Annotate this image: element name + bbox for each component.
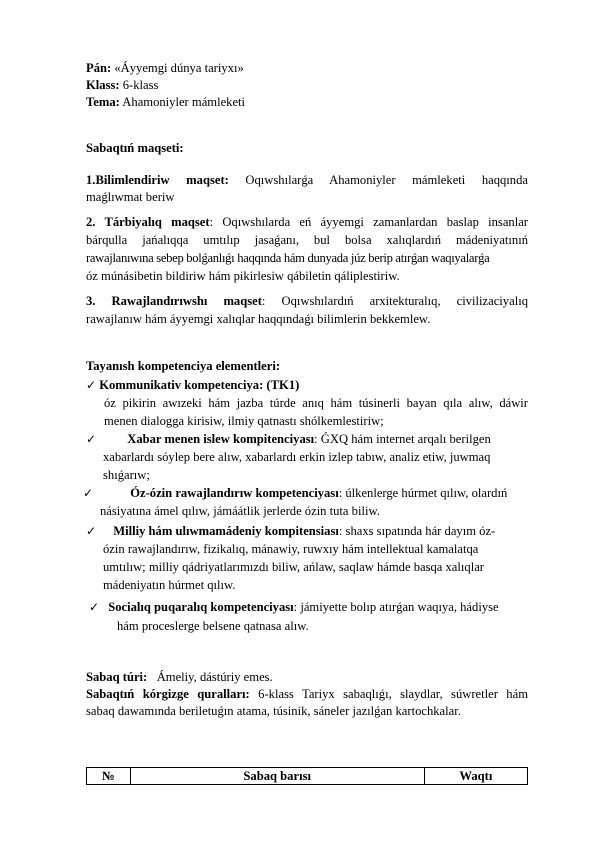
checkmark-icon: ✓ [86,378,97,392]
goal-2-line-4: óz múnásibetin bildiriw hám pikirlesiw qábiletin qáliplestiriw. [86,269,400,283]
competency-1-line-2: menen dialogga kirisiw, ilmiy qatnastı shólkemlestiriw; [104,414,384,428]
class-line [86,77,158,94]
lesson-type-value: Ámeliy, dástúriy emes. [156,670,273,684]
competency-4-line-3: umtılıw; milliy qádriyatlarımızdı biliw, ańlaw, saqlaw hámde basqa xalıqlar [103,560,484,574]
goal-2-text: : Oqıwshılarda eń áyyemgi zamanlardan baslap insanlar [209,215,528,229]
competency-4-header [86,523,495,540]
competency-3-text: : úlkenlerge húrmet qılıw, olardıń [338,486,508,500]
column-header-stage: Sabaq barısı [130,768,424,785]
subject-line [86,60,244,77]
goal-3-label: 3. Rawajlandırıwshı maqset [86,294,262,308]
class-value: 6-klass [122,78,159,92]
competency-2-line-3: shıǵarıw; [103,468,150,482]
competency-1-label: Kommunikativ kompetenciya: (TK1) [99,378,300,392]
competency-2-label: Xabar menen islew kompitenciyası [127,432,315,446]
column-header-number: № [87,768,131,785]
goal-1-line-2: maǵlıwmat beriw [86,190,175,204]
competency-2-line-2: xabarlardı sóylep bere alıw, xabarlardı erkin izlep tabıw, analiz etiw, juwmaq [103,450,491,464]
class-label: Klass: [86,78,120,92]
goal-1-text: Oqıwshılarǵa Ahamoniyler mámleketi haqqında [245,173,528,187]
topic-value: Ahamoniyler mámleketi [122,95,246,109]
competency-4-line-4: mádeniyatın húrmet qılıw. [103,578,236,592]
goal-2-line-2: bárqulla jańalıqqa umtılıp jasaǵanı, bul bolsa xalıqlardıń mádeniyatınıń [86,233,528,247]
goals-title: Sabaqtıń maqseti: [86,141,184,155]
lesson-type-label: Sabaq túri: [86,670,148,684]
checkmark-icon: ✓ [86,524,97,538]
subject-value: «Áyyemgi dúnya tariyxı» [114,61,244,75]
checkmark-icon: ✓ [86,432,97,446]
goal-2-line-3: rawajlanıwına sebep bolǵanlıǵı haqqında hám dunyada júz berip atırǵan waqıyalarǵa [86,251,490,265]
lesson-tools-line-1 [86,686,528,703]
goal-1-line-1 [86,172,528,189]
competency-3-header [83,485,507,502]
competency-5-line-2: hám proceslerge belsene qatnasa alıw. [117,619,309,633]
table-header-row [87,768,528,785]
competency-4-text: : shaxs sıpatında hár dayım óz- [338,524,496,538]
competency-4-line-2: ózin rawajlandırıw, fizikalıq, mánawiy, ruwxıy hám intellektual kamalatqa [103,542,479,556]
goal-3-line-1 [86,293,528,310]
subject-label: Pán: [86,61,112,75]
lesson-type-line [86,669,273,686]
competency-2-text: : ǴXQ hám internet arqalı berilgen [314,432,491,446]
lesson-tools-text: 6-klass Tariyx sabaqlıǵı, slaydlar, súwretler hám [258,687,528,701]
checkmark-icon: ✓ [83,486,94,500]
goal-2-label: 2. Tárbiyalıq maqset [86,215,210,229]
goal-3-text: : Oqıwshılardıń arxitekturalıq, civilizaciyalıq [261,294,528,308]
competency-1-header [86,377,299,394]
competency-3-line-2: násiyatına ámel qılıw, jámáátlik jerlerde ózin tuta biliw. [100,504,380,518]
column-header-time: Waqtı [424,768,527,785]
competency-5-header [89,599,499,616]
lesson-tools-label: Sabaqtıń kórgizge quralları: [86,687,250,701]
topic-line [86,94,245,111]
goal-3-line-2: rawajlanıw hám áyyemgi xalıqlar haqqındaǵı bilimlerin bekkemlew. [86,312,431,326]
competency-5-text: : jámiyette bolıp atırǵan waqıya, hádiyse [293,600,499,614]
goal-1-label: 1.Bilimlendiriw maqset: [86,173,229,187]
lesson-tools-line-2: sabaq dawamında beriletuǵın atama, túsinik, sáneler jazılǵan kartochkalar. [86,704,461,718]
competency-5-label: Socialıq puqaralıq kompetenciyası [108,600,294,614]
goal-2-line-1 [86,214,528,231]
competency-3-label: Óz-ózin rawajlandırıw kompetenciyası [130,486,339,500]
competency-1-line-1: óz pikirin awızeki hám jazba túrde anıq hám túsinerli bayan qıla alıw, dáwir [104,396,528,410]
competency-4-label: Milliy hám ulıwmamádeniy kompitensiası [113,524,339,538]
topic-label: Tema: [86,95,120,109]
checkmark-icon: ✓ [89,600,100,614]
lesson-schedule-table [86,767,528,785]
competency-2-header [86,431,491,448]
competencies-title: Tayanısh kompetenciya elementleri: [86,359,281,373]
